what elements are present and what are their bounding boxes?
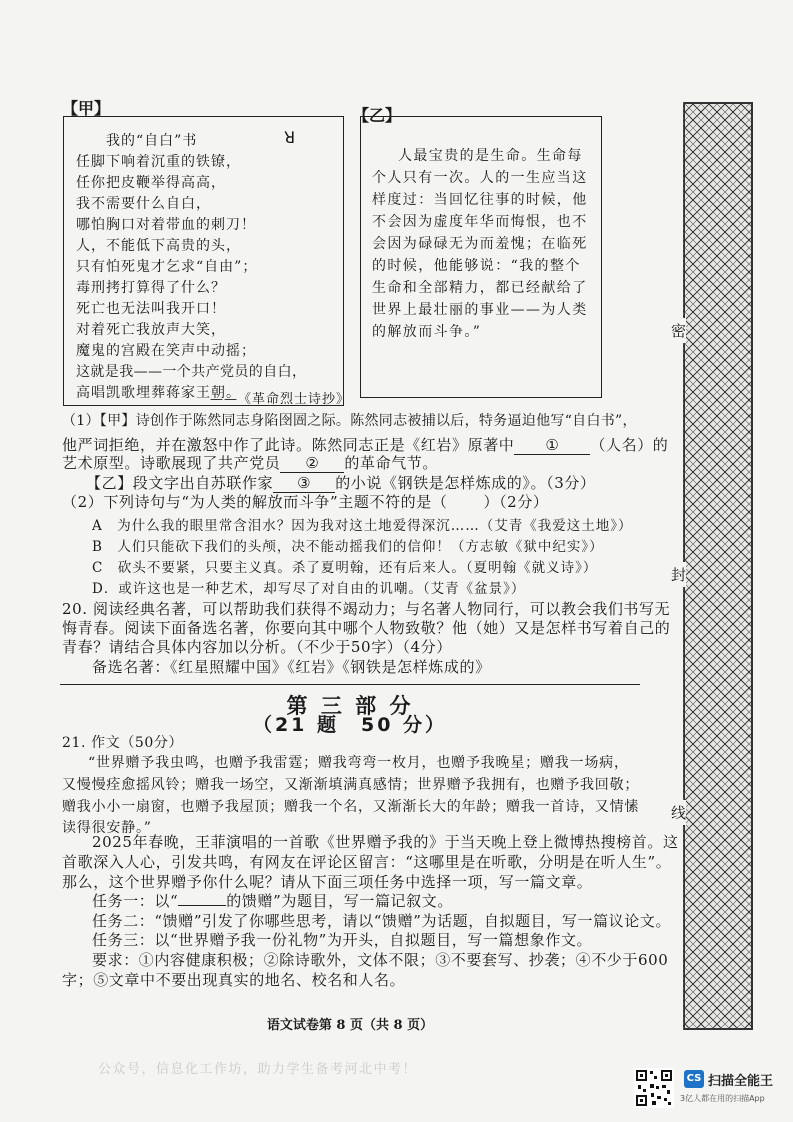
yi-line: 会因为碌碌无为而羞愧；在临死 — [372, 236, 588, 252]
poem-title: 我的“自白”书 — [106, 133, 198, 149]
yi-line: 人最宝贵的是生命。生命每 — [398, 148, 583, 164]
q1-line: 艺术原型。诗歌展现了共产党员 ② 的革命气节。 — [62, 454, 439, 472]
poem-line: 死亡也无法叫我开口！ — [76, 301, 226, 317]
poem-line: 人，不能低下高贵的头， — [76, 238, 241, 254]
q21-body: 那么，这个世界赠予你什么呢？请从下面三项任务中选择一项，写一篇文章。 — [62, 873, 593, 891]
yi-line: 样度过：当回忆往事的时候，他 — [372, 192, 588, 208]
q2-stem: （2）下列诗句与“为人类的解放而斗争”主题不符的是（ ）（2分） — [62, 493, 549, 511]
yi-line: 的时候，他能够说：“我的整个 — [372, 258, 581, 274]
handwritten-mark: ꓤ — [284, 128, 296, 147]
poem-line: 任你把皮鞭举得高高， — [76, 175, 226, 191]
poem-line: 高唱凯歌埋葬蒋家王朝。 — [76, 385, 241, 401]
scanner-logo-icon: CS — [684, 1070, 704, 1088]
task-1: 任务一：以“ 的馈赠”为题目，写一篇记叙文。 — [92, 892, 453, 910]
lyric-line: “世界赠予我虫鸣，也赠予我雷霆；赠我弯弯一枚月，也赠予我晚星；赠我一场病， — [88, 755, 629, 771]
q1-line: 【乙】段文字出自苏联作家 ③ 的小说《钢铁是怎样炼成的》。（3分） — [86, 474, 596, 492]
poem-line: 魔鬼的宫殿在笑声中动摇； — [76, 343, 256, 359]
blank-1[interactable]: ① — [514, 436, 590, 455]
watermark: 公众号，信息化工作坊，助力学生备考河北中考！ — [98, 1062, 418, 1077]
qr-code-icon — [634, 1068, 674, 1108]
page-footer: 语文试卷第 8 页（共 8 页） — [266, 1018, 434, 1033]
q20-line: 青春？请结合具体内容加以分析。（不少于50字）（4分） — [62, 638, 452, 656]
binding-label: 密 — [671, 318, 686, 343]
poem-line: 只有怕死鬼才乞求“自由”； — [76, 259, 258, 275]
option-b: B 人们只能砍下我们的头颅，决不能动摇我们的信仰！（方志敏《狱中纪实》） — [92, 539, 604, 555]
lyric-line: 读得很安静。” — [62, 820, 152, 836]
option-a: A 为什么我的眼里常含泪水？因为我对这土地爱得深沉……（艾青《我爱这土地》） — [92, 518, 633, 534]
requirements: 字；⑤文章中不要出现真实的地名、校名和人名。 — [62, 971, 406, 989]
blank-3[interactable]: ③ — [273, 474, 335, 493]
blank-2[interactable]: ② — [280, 454, 344, 473]
yi-line: 的解放而斗争。” — [372, 324, 482, 340]
option-c: C 砍头不要紧，只要主义真。杀了夏明翰，还有后来人。（夏明翰《就义诗》） — [92, 560, 598, 576]
lyric-line: 赠我小小一扇窗，也赠予我屋顶；赠我一个名，又渐渐长大的年龄；赠我一首诗，又情愫 — [62, 799, 640, 815]
yi-line: 个人只有一次。人的一生应当这 — [372, 170, 588, 186]
title-blank[interactable] — [178, 905, 226, 906]
task-2: 任务二：“馈赠”引发了你哪些思考，请以“馈赠”为话题，自拟题目，写一篇议论文。 — [92, 912, 672, 930]
part3-title: 第 三 部 分 — [286, 694, 414, 718]
poem-line: 毒刑拷打算得了什么？ — [76, 280, 226, 296]
poem-line: 我不需要什么自白， — [76, 196, 211, 212]
section-divider — [60, 684, 640, 685]
yi-label: 【乙】 — [353, 106, 402, 125]
poem-line: 任脚下响着沉重的铁镣， — [76, 154, 241, 170]
scanner-tagline: 3亿人都在用的扫描App — [680, 1094, 765, 1103]
poem-line: 这就是我——一个共产党员的自白， — [76, 364, 307, 380]
poem-line: 哪怕胸口对着带血的刺刀！ — [76, 217, 256, 233]
part3-subtitle: （21 题 50 分） — [252, 714, 448, 736]
q1-line: （1）【甲】诗创作于陈然同志身陷囹圄之际。陈然同志被捕以后，特务逼迫他写“自白书”， — [62, 413, 637, 429]
binding-strip — [683, 102, 753, 1030]
poem-source: ——《革命烈士诗抄》 — [210, 392, 351, 407]
jia-label: 【甲】 — [62, 99, 111, 118]
task-3: 任务三：以“世界赠予我一份礼物”为开头，自拟题目，写一篇想象作文。 — [92, 931, 593, 949]
q1-line: 他严词拒绝，并在激怒中作了此诗。陈然同志正是《红岩》原著中 ① （人名）的 — [62, 436, 669, 454]
poem-line: 对着死亡我放声大笑， — [76, 322, 226, 338]
yi-line: 生命和全部精力，都已经献给了 — [372, 280, 588, 296]
q21-heading: 21. 作文（50分） — [62, 735, 184, 751]
lyric-line: 又慢慢痊愈摇风铃；赠我一场空，又渐渐填满真感情；世界赠予我拥有，也赠予我回敬； — [62, 777, 640, 793]
binding-label: 封 — [671, 562, 686, 587]
q21-body: 2025年春晚，王菲演唱的一首歌《世界赠予我的》于当天晚上登上微博热搜榜首。这 — [92, 833, 679, 851]
q21-body: 首歌深入人心，引发共鸣，有网友在评论区留言：“这哪里是在听歌，分明是在听人生”。 — [62, 853, 672, 871]
q20-line: 20. 阅读经典名著，可以帮助我们获得不竭动力；与名著人物同行，可以教会我们书写无 — [62, 600, 671, 618]
q20-books: 备选名著：《红星照耀中国》《红岩》《钢铁是怎样炼成的》 — [92, 658, 491, 676]
scanner-app-name: 扫描全能王 — [708, 1074, 774, 1089]
requirements: 要求：①内容健康积极；②除诗歌外，文体不限；③不要套写、抄袭；④不少于600 — [92, 951, 669, 969]
yi-line: 不会因为虚度年华而悔恨，也不 — [372, 214, 588, 230]
yi-line: 世界上最壮丽的事业——为人类 — [372, 302, 588, 318]
binding-pattern — [685, 104, 753, 1030]
q20-line: 悔青春。阅读下面备选名著，你要向其中哪个人物致敬？他（她）又是怎样书写着自己的 — [62, 619, 671, 637]
option-d: D．或许这也是一种艺术，却写尽了对自由的讥嘲。（艾青《盆景》） — [92, 581, 526, 597]
binding-label: 线 — [671, 800, 686, 825]
